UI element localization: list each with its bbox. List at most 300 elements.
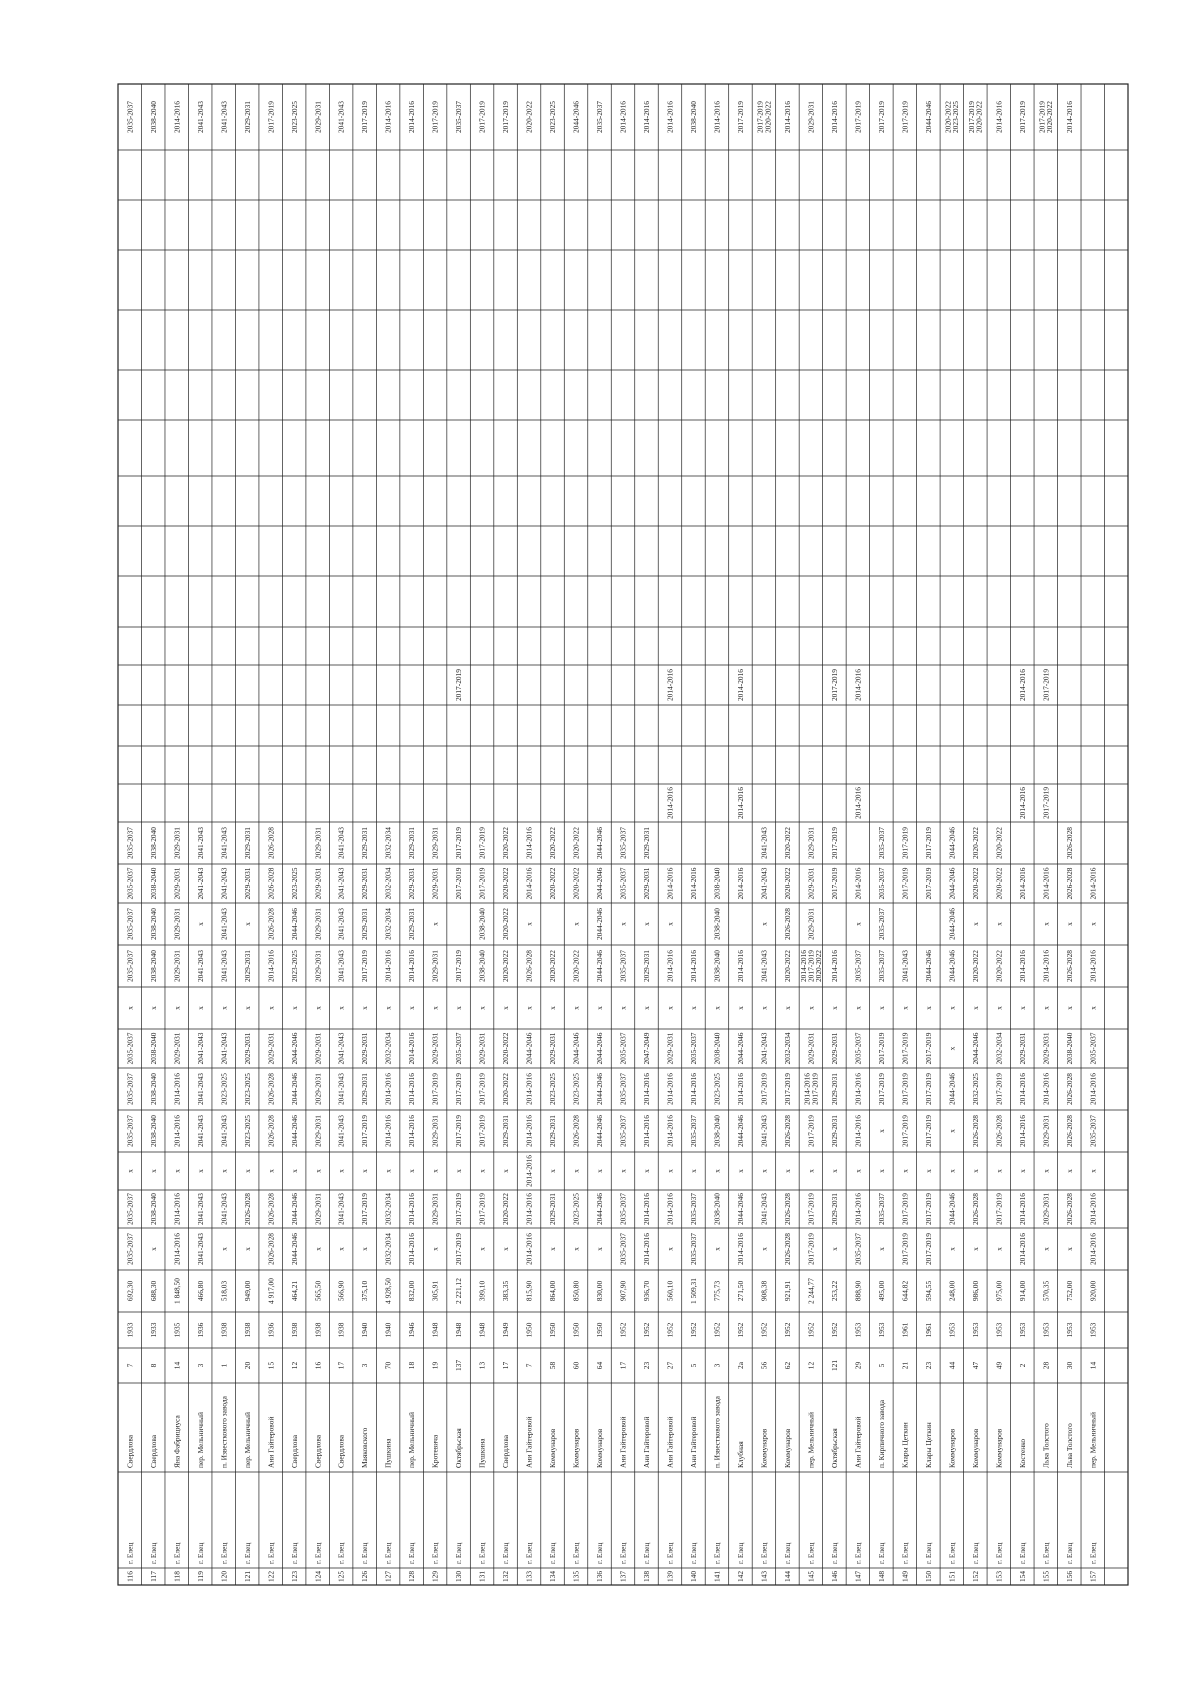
table-cell xyxy=(689,1322,698,1337)
cell-text: 14 xyxy=(172,1361,182,1370)
cell-text: х xyxy=(195,1169,205,1173)
cell-text: 1936 xyxy=(266,1322,276,1338)
table-cell xyxy=(572,1281,581,1302)
table-cell xyxy=(760,827,769,859)
cell-text: 2035-2037 xyxy=(618,949,628,983)
table-cell xyxy=(149,1543,158,1564)
table-cell xyxy=(196,1169,205,1173)
cell-text: 1952 xyxy=(736,1322,746,1338)
table-cell xyxy=(149,867,158,899)
cell-text: 2029-2031 xyxy=(313,949,323,983)
cell-text: 2044-2046 xyxy=(571,1032,581,1065)
cell-text: г. Елец xyxy=(289,1542,299,1564)
cell-text: 2044-2046 xyxy=(923,100,933,134)
cell-text: 2029-2031 xyxy=(242,100,252,134)
table-cell xyxy=(219,867,228,899)
table-cell xyxy=(1041,1571,1050,1582)
cell-text: 2029-2031 xyxy=(548,1032,558,1065)
cell-text: х xyxy=(994,922,1004,926)
table-cell xyxy=(642,1032,651,1064)
cell-text: 2038-2040 xyxy=(148,1032,158,1065)
cell-text: 2044-2046 xyxy=(595,1192,605,1226)
cell-text: 2017-2019 xyxy=(900,867,910,900)
table-cell xyxy=(666,1543,675,1564)
table-cell xyxy=(290,1032,299,1064)
table-cell xyxy=(313,1169,322,1173)
cell-text: х xyxy=(336,1006,346,1010)
cell-text: х xyxy=(1041,1169,1051,1173)
cell-text: 2014-2016 xyxy=(524,867,534,900)
table-cell xyxy=(431,922,440,926)
cell-text: 2017-2019 xyxy=(900,100,910,134)
cell-text: 2017-2019 xyxy=(900,1032,910,1065)
cell-text: 2041-2043 xyxy=(900,949,910,983)
cell-text: 23 xyxy=(923,1361,933,1370)
table-cell xyxy=(853,1281,862,1302)
cell-text: 2029-2031 xyxy=(242,867,252,900)
table-cell xyxy=(1065,101,1074,133)
table-cell xyxy=(830,1032,839,1064)
cell-text: 2014-2016 xyxy=(736,867,746,900)
cell-text: х xyxy=(454,1169,464,1173)
table-cell xyxy=(807,1543,816,1564)
cell-text: 2038-2040 xyxy=(148,867,158,900)
cell-text: 375,10 xyxy=(360,1280,370,1302)
cell-text: 464,21 xyxy=(289,1280,299,1302)
cell-text: 120 xyxy=(219,1570,229,1583)
cell-text: 2029-2031 xyxy=(172,1032,182,1065)
cell-text: 2029-2031 xyxy=(313,1032,323,1065)
cell-text: 2029-2031 xyxy=(407,826,417,860)
table-cell xyxy=(1018,1073,1027,1105)
table-cell xyxy=(619,1233,628,1265)
table-cell xyxy=(431,1073,440,1105)
table-cell xyxy=(900,1193,909,1225)
table-cell xyxy=(337,1247,346,1251)
table-cell xyxy=(971,1073,980,1105)
table-cell xyxy=(900,1115,909,1147)
cell-text: 570,35 xyxy=(1041,1280,1051,1302)
table-cell xyxy=(337,1115,346,1147)
table-cell xyxy=(971,1169,980,1173)
cell-text: г. Елец xyxy=(1017,1542,1027,1564)
cell-text: х xyxy=(219,1169,229,1173)
table-cell xyxy=(219,1169,228,1173)
cell-text: 2041-2043 xyxy=(195,949,205,983)
cell-text: 2014-2016 xyxy=(524,1114,534,1148)
table-cell xyxy=(807,1322,816,1337)
cell-text: 2029-2031 xyxy=(430,1032,440,1065)
table-cell xyxy=(360,908,369,940)
table-cell xyxy=(1018,1571,1027,1582)
cell-text: г. Елец xyxy=(477,1542,487,1564)
table-cell xyxy=(125,1434,134,1468)
table-cell xyxy=(736,1361,745,1369)
cell-text: 2026-2028 xyxy=(266,826,276,860)
table-cell xyxy=(830,1571,839,1582)
cell-text: 2017-2019 xyxy=(806,949,816,983)
table-cell xyxy=(666,867,675,899)
table-cell xyxy=(407,1115,416,1147)
table-cell xyxy=(853,1322,862,1337)
cell-text: 157 xyxy=(1088,1570,1098,1583)
cell-text: 2017-2019 xyxy=(454,668,464,702)
cell-text: 3 xyxy=(712,1363,722,1368)
table-cell xyxy=(994,1543,1003,1564)
table-cell xyxy=(994,950,1003,982)
table-cell xyxy=(924,1115,933,1147)
table-cell xyxy=(313,1322,322,1337)
cell-text: Коммунаров xyxy=(783,1428,793,1468)
table-cell xyxy=(1088,950,1097,982)
cell-text: 2029-2031 xyxy=(806,100,816,134)
cell-text: х xyxy=(266,1006,276,1010)
table-cell xyxy=(900,1543,909,1564)
table-cell xyxy=(642,1115,651,1147)
cell-text: 56 xyxy=(759,1361,769,1370)
cell-text: х xyxy=(313,1006,323,1010)
table-cell xyxy=(1065,1073,1074,1105)
table-cell xyxy=(736,950,745,982)
table-cell xyxy=(454,1571,463,1582)
cell-text: 7 xyxy=(125,1363,135,1368)
cell-text: 2041-2043 xyxy=(195,826,205,860)
table-cell xyxy=(172,867,181,899)
cell-text: 2029-2031 xyxy=(829,1072,839,1106)
cell-text: 1952 xyxy=(689,1322,699,1338)
table-cell xyxy=(689,1363,698,1367)
table-cell xyxy=(877,1322,886,1337)
table-cell xyxy=(548,1428,557,1468)
table-cell xyxy=(642,867,651,899)
cell-text: х xyxy=(548,1247,558,1251)
table-cell xyxy=(454,1543,463,1564)
cell-text: 1961 xyxy=(900,1322,910,1338)
cell-text: 2014-2016 xyxy=(407,1192,417,1226)
cell-text: 594,55 xyxy=(923,1280,933,1302)
table-cell xyxy=(877,1363,886,1367)
table-cell xyxy=(149,1363,158,1367)
cell-text: 2014-2016 xyxy=(1017,1192,1027,1226)
cell-text: 2026-2028 xyxy=(783,1192,793,1226)
table-cell xyxy=(572,101,581,133)
cell-text: 2035-2037 xyxy=(618,826,628,860)
cell-text: 2041-2043 xyxy=(195,867,205,900)
table-cell xyxy=(619,867,628,899)
cell-text: 2032-2034 xyxy=(383,907,393,941)
cell-text: 2017-2019 xyxy=(829,668,839,702)
table-cell xyxy=(149,950,158,982)
table-cell xyxy=(548,1571,557,1582)
cell-text: 2017-2019 xyxy=(1041,668,1051,702)
table-cell xyxy=(924,1193,933,1225)
table-cell xyxy=(689,867,698,899)
cell-text: х xyxy=(806,1006,816,1010)
table-cell xyxy=(1041,1543,1050,1564)
table-cell xyxy=(1088,1281,1097,1302)
table-cell xyxy=(595,1571,604,1582)
table-cell xyxy=(595,867,604,899)
cell-text: 1 xyxy=(219,1363,229,1368)
table-cell xyxy=(501,1362,510,1370)
cell-text: 2035-2037 xyxy=(125,1072,135,1106)
table-cell xyxy=(1018,787,1027,819)
table-cell xyxy=(478,1543,487,1564)
table-cell xyxy=(313,1006,322,1010)
table-cell xyxy=(736,1115,745,1147)
cell-text: 2029-2031 xyxy=(172,826,182,860)
cell-text: Пушкина xyxy=(383,1438,393,1468)
cell-text: 2017-2019 xyxy=(783,1072,793,1106)
cell-text: 2044-2046 xyxy=(947,907,957,941)
cell-text: 2041-2043 xyxy=(759,1032,769,1065)
table-cell xyxy=(360,1571,369,1582)
table-cell xyxy=(290,950,299,982)
table-cell xyxy=(830,1322,839,1337)
table-cell xyxy=(360,1073,369,1105)
table-cell xyxy=(595,1115,604,1147)
cell-text: 2038-2040 xyxy=(148,100,158,134)
table-cell xyxy=(853,1006,862,1010)
cell-text: 888,90 xyxy=(853,1280,863,1302)
table-cell xyxy=(548,1006,557,1010)
table-cell xyxy=(478,1193,487,1225)
table-cell xyxy=(971,1193,980,1225)
table-cell xyxy=(1041,1362,1050,1370)
cell-text: х xyxy=(524,1006,534,1010)
cell-text: 2017-2019 xyxy=(477,1114,487,1148)
cell-text: 2044-2046 xyxy=(595,949,605,983)
cell-text: 2014-2016 xyxy=(736,786,746,820)
cell-text: х xyxy=(1017,1169,1027,1173)
cell-text: Костенко xyxy=(1017,1438,1027,1468)
cell-text: х xyxy=(947,1006,957,1010)
table-cell xyxy=(501,1571,510,1582)
table-cell xyxy=(595,1247,604,1251)
table-cell xyxy=(196,101,205,133)
table-cell xyxy=(243,922,252,926)
cell-text: 2035-2037 xyxy=(595,100,605,134)
cell-text: 2020-2022 xyxy=(524,100,534,134)
cell-text: 2041-2043 xyxy=(336,100,346,134)
table-cell xyxy=(266,101,275,133)
table-cell xyxy=(219,1032,228,1064)
cell-text: х xyxy=(383,1006,393,1010)
cell-text: г. Елец xyxy=(642,1542,652,1564)
cell-text: 2044-2046 xyxy=(736,1032,746,1065)
cell-text: 27 xyxy=(665,1361,675,1370)
cell-text: г. Елец xyxy=(1088,1542,1098,1564)
cell-text: х xyxy=(642,1006,652,1010)
table-cell xyxy=(736,1169,745,1173)
cell-text: г. Елец xyxy=(1064,1542,1074,1564)
cell-text: 2029-2031 xyxy=(829,1032,839,1065)
table-cell xyxy=(1041,1032,1050,1064)
cell-text: х xyxy=(618,1169,628,1173)
table-cell xyxy=(454,1233,463,1265)
cell-text: 2044-2046 xyxy=(289,1114,299,1148)
cell-text: 1949 xyxy=(501,1322,511,1338)
cell-text: 1 848,50 xyxy=(172,1278,182,1304)
cell-text: 144 xyxy=(783,1570,793,1583)
cell-text: х xyxy=(829,1247,839,1251)
table-cell xyxy=(313,101,322,133)
cell-text: 2014-2016 xyxy=(383,1114,393,1148)
cell-text: 2029-2031 xyxy=(1041,1032,1051,1065)
table-cell xyxy=(853,1169,862,1173)
cell-text: 2014-2016 xyxy=(524,1192,534,1226)
table-cell xyxy=(243,1281,252,1302)
cell-text: 2017-2019 xyxy=(900,1192,910,1226)
cell-text: 2014-2016 xyxy=(383,949,393,983)
table-cell xyxy=(900,1073,909,1105)
cell-text: 2041-2043 xyxy=(759,1192,769,1226)
cell-text: 2017-2019 xyxy=(923,867,933,900)
cell-text: 16 xyxy=(313,1361,323,1370)
table-cell xyxy=(853,1417,862,1468)
table-cell xyxy=(619,101,628,133)
table-cell xyxy=(736,101,745,133)
table-cell xyxy=(525,922,534,926)
cell-text: 1953 xyxy=(1041,1322,1051,1338)
table-cell xyxy=(807,1233,816,1265)
cell-text: 2014-2016 xyxy=(665,1114,675,1148)
cell-text: 2041-2043 xyxy=(195,1232,205,1266)
table-cell xyxy=(431,867,440,899)
table-cell xyxy=(290,101,299,133)
table-cell xyxy=(337,101,346,133)
cell-text: 2041-2043 xyxy=(195,1072,205,1106)
table-cell xyxy=(619,1281,628,1302)
table-cell xyxy=(830,1193,839,1225)
table-cell xyxy=(572,1571,581,1582)
cell-text: г. Елец xyxy=(806,1542,816,1564)
table-cell xyxy=(619,1417,628,1468)
cell-text: 2035-2037 xyxy=(1088,1032,1098,1065)
table-cell xyxy=(947,1006,956,1010)
cell-text: 2044-2046 xyxy=(736,1114,746,1148)
cell-text: х xyxy=(1088,1169,1098,1173)
cell-text: 2020-2022 xyxy=(501,1032,511,1065)
table-cell xyxy=(1018,1032,1027,1064)
cell-text: 2041-2043 xyxy=(336,1192,346,1226)
table-cell xyxy=(149,1115,158,1147)
cell-text: 1953 xyxy=(876,1322,886,1338)
cell-text: 2017-2019 xyxy=(994,1192,1004,1226)
table-cell xyxy=(595,827,604,859)
table-cell xyxy=(947,1281,956,1302)
table-cell xyxy=(713,101,722,133)
table-cell xyxy=(760,1362,769,1370)
cell-text: 2014-2016 xyxy=(1017,1072,1027,1106)
table-cell xyxy=(360,1427,369,1468)
table-cell xyxy=(783,1073,792,1105)
cell-text: х xyxy=(1088,1006,1098,1010)
table-cell xyxy=(619,1073,628,1105)
cell-text: 2026-2028 xyxy=(783,907,793,941)
table-cell xyxy=(360,950,369,982)
table-cell xyxy=(125,1363,134,1367)
cell-text: 1938 xyxy=(336,1322,346,1338)
cell-text: 2017-2019 xyxy=(923,1072,933,1106)
table-cell xyxy=(713,1032,722,1064)
table-cell xyxy=(807,1032,816,1064)
cell-text: 2017-2019 xyxy=(923,1114,933,1148)
table-cell xyxy=(1065,1281,1074,1302)
table-cell xyxy=(454,1115,463,1147)
cell-text: 2038-2040 xyxy=(712,1032,722,1065)
table-cell xyxy=(337,1169,346,1173)
cell-text: 2020-2022 xyxy=(501,1192,511,1226)
cell-text: 2029-2031 xyxy=(360,867,370,900)
cell-text: х xyxy=(172,1169,182,1173)
table-cell xyxy=(689,1193,698,1225)
table-cell xyxy=(971,867,980,899)
cell-text: 2023-2025 xyxy=(289,867,299,900)
table-cell xyxy=(431,1169,440,1173)
table-cell xyxy=(501,1193,510,1225)
table-cell xyxy=(407,1169,416,1173)
table-cell xyxy=(666,1032,675,1064)
cell-text: х xyxy=(970,922,980,926)
cell-text: 2044-2046 xyxy=(595,1032,605,1065)
table-cell xyxy=(783,1543,792,1564)
cell-text: 141 xyxy=(712,1570,722,1583)
table-cell xyxy=(149,1434,158,1468)
cell-text: 2035-2037 xyxy=(689,1032,699,1065)
table-cell xyxy=(172,1233,181,1265)
table-cell xyxy=(196,1571,205,1582)
cell-text: 2014-2016 xyxy=(665,1072,675,1106)
table-cell xyxy=(1065,922,1074,926)
cell-text: 17 xyxy=(336,1361,346,1370)
cell-text: 832,00 xyxy=(407,1280,417,1302)
cell-text: 1952 xyxy=(665,1322,675,1338)
table-cell xyxy=(525,827,534,859)
table-cell xyxy=(760,1247,769,1251)
table-cell xyxy=(525,1155,534,1187)
table-cell xyxy=(830,827,839,859)
cell-text: х xyxy=(148,1006,158,1010)
table-cell xyxy=(548,101,557,133)
cell-text: х xyxy=(1041,922,1051,926)
cell-text: 253,22 xyxy=(829,1280,839,1302)
table-cell xyxy=(853,1193,862,1225)
table-cell xyxy=(243,1571,252,1582)
cell-text: 2014-2016 xyxy=(665,100,675,134)
table-cell xyxy=(807,101,816,133)
cell-text: 2023-2025 xyxy=(548,1072,558,1106)
table-cell xyxy=(525,101,534,133)
cell-text: 2017-2019 xyxy=(477,867,487,900)
table-cell xyxy=(1018,1543,1027,1564)
cell-text: г. Елец xyxy=(923,1542,933,1564)
cell-text: 2035-2037 xyxy=(125,1114,135,1148)
cell-text: Коммунаров xyxy=(595,1428,605,1468)
cell-text: Пушкина xyxy=(477,1438,487,1468)
table-cell xyxy=(360,1032,369,1064)
table-cell xyxy=(689,1278,698,1304)
table-cell xyxy=(595,101,604,133)
cell-text: х xyxy=(289,1169,299,1173)
table-cell xyxy=(172,101,181,133)
table-cell xyxy=(830,1006,839,1010)
table-cell xyxy=(830,1073,839,1105)
cell-text: 1940 xyxy=(383,1322,393,1338)
cell-text: 2032-2034 xyxy=(994,1032,1004,1065)
cell-text: 2032-2034 xyxy=(783,1032,793,1065)
cell-text: 17 xyxy=(501,1361,511,1370)
